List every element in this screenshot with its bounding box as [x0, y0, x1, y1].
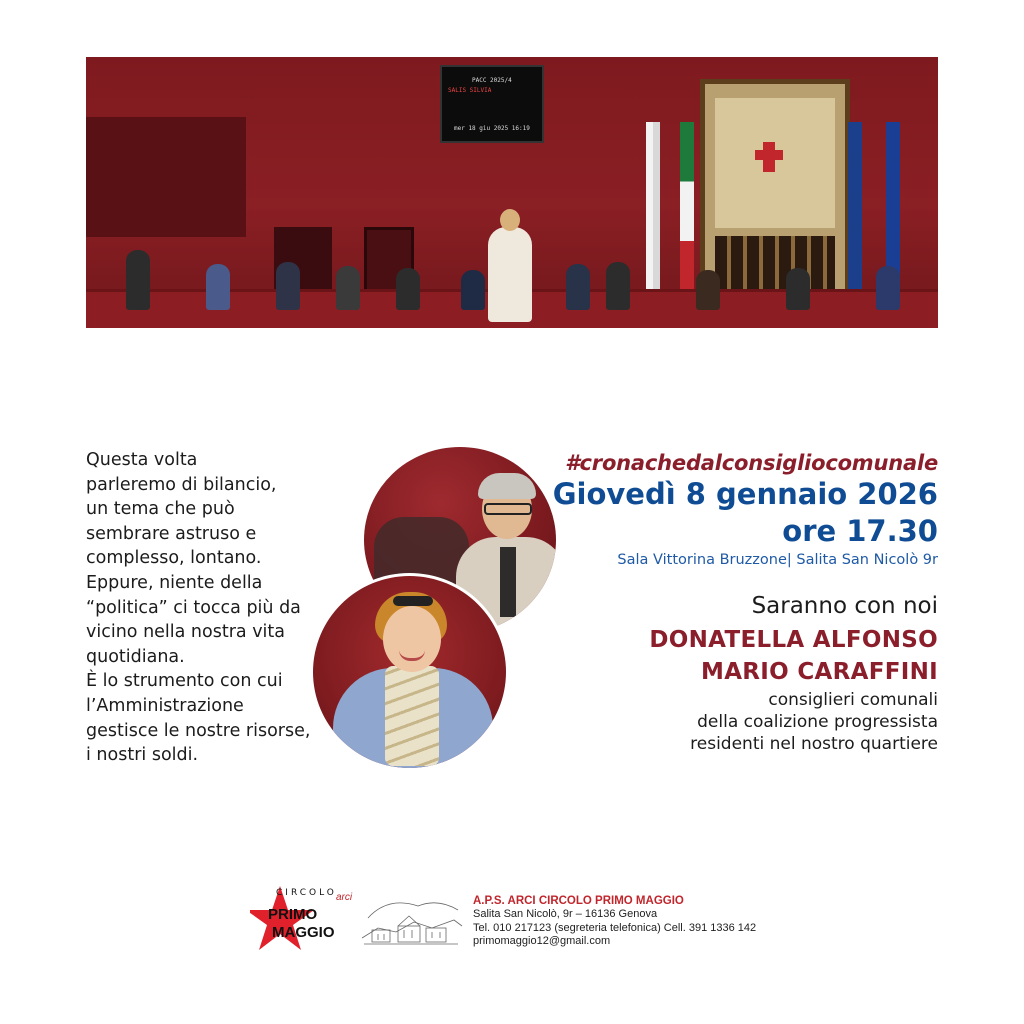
- speaker-role-line: consiglieri comunali: [768, 690, 938, 710]
- association-email: primomaggio12@gmail.com: [473, 935, 611, 948]
- speaker-role-line: residenti nel nostro quartiere: [690, 734, 938, 754]
- flag-italy: [680, 122, 694, 302]
- council-member: [606, 262, 630, 310]
- intro-line: sembrare astruso e: [86, 523, 257, 544]
- council-member: [126, 250, 150, 310]
- logo-primo: PRIMO: [268, 906, 318, 923]
- council-member: [276, 262, 300, 310]
- intro-line: quotidiana.: [86, 646, 185, 667]
- council-member: [336, 266, 360, 310]
- intro-line: parleremo di bilancio,: [86, 474, 277, 495]
- circolo-primo-maggio-logo: [250, 884, 353, 956]
- council-member: [396, 268, 420, 310]
- monitor-line-1: PACC 2025/4: [472, 77, 512, 84]
- intro-line: Questa volta: [86, 450, 198, 470]
- intro-line: È lo strumento con cui: [86, 671, 283, 692]
- monitor-line-2: SALIS SILVIA: [448, 87, 492, 94]
- intro-line: un tema che può: [86, 499, 235, 520]
- council-member: [876, 266, 900, 310]
- intro-line: “politica” ci tocca più da: [86, 597, 301, 618]
- intro-line: complesso, lontano.: [86, 548, 262, 569]
- intro-paragraph: [86, 448, 331, 768]
- intro-line: l’Amministrazione: [86, 695, 244, 716]
- council-member: [566, 264, 590, 310]
- council-member: [786, 268, 810, 310]
- council-member: [696, 270, 720, 310]
- association-phone: Tel. 010 217123 (segreteria telefonica) Cell. 391 1336 142: [473, 921, 757, 934]
- event-time: ore 17.30: [782, 514, 938, 548]
- logo-circolo: CIRCOLO: [276, 888, 337, 898]
- event-venue: Sala Vittorina Bruzzone| Salita San Nicolò 9r: [617, 552, 938, 568]
- monitor-line-3: mer 18 giu 2025 16:19: [454, 125, 530, 132]
- association-name: A.P.S. ARCI CIRCOLO PRIMO MAGGIO: [473, 895, 684, 907]
- arci-logo: arci: [336, 892, 353, 903]
- association-contacts: [473, 895, 756, 949]
- speaker-at-podium: [488, 227, 532, 322]
- portrait-donatella-alfonso: [310, 573, 509, 771]
- flag-europe: [848, 122, 862, 302]
- speaker-role-line: della coalizione progressista: [697, 712, 938, 732]
- council-hall-photo: [86, 57, 938, 328]
- event-date: Giovedì 8 gennaio 2026: [552, 477, 938, 511]
- intro-line: i nostri soldi.: [86, 745, 199, 766]
- speaker-name: DONATELLA ALFONSO: [649, 627, 938, 653]
- speaker-name: MARIO CARAFFINI: [701, 659, 938, 685]
- council-member: [461, 270, 485, 310]
- event-hashtag: #cronachedalconsigliocomunale: [565, 451, 938, 475]
- logo-maggio: MAGGIO: [272, 924, 335, 941]
- flag-genova: [646, 122, 660, 302]
- association-address: Salita San Nicolò, 9r – 16136 Genova: [473, 908, 658, 921]
- intro-line: vicino nella nostra vita: [86, 622, 285, 643]
- vote-monitor: [440, 65, 544, 143]
- speakers-intro: Saranno con noi: [751, 593, 938, 619]
- council-member: [206, 264, 230, 310]
- building-sketch-icon: [358, 888, 466, 950]
- intro-line: Eppure, niente della: [86, 572, 263, 593]
- gallery-wall: [86, 117, 246, 237]
- intro-line: gestisce le nostre risorse,: [86, 720, 311, 741]
